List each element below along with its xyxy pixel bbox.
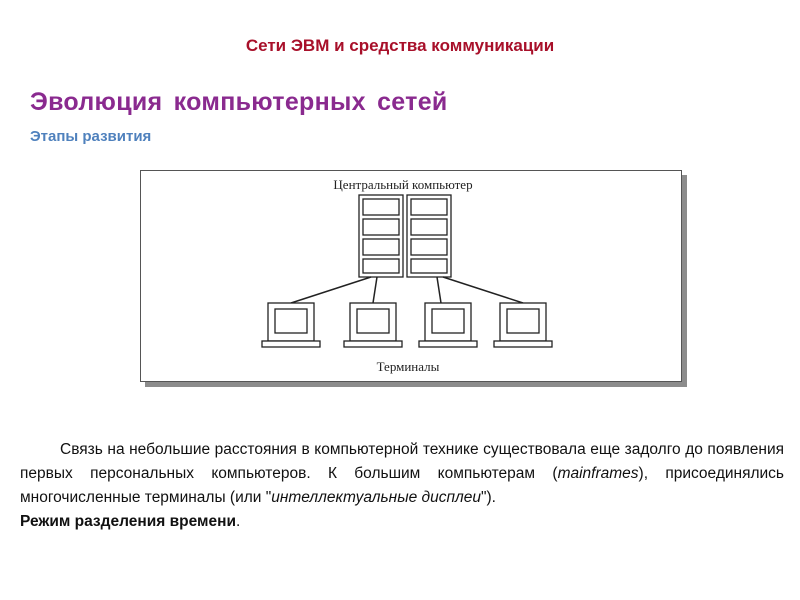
slide-subtitle: Этапы развития <box>30 128 152 145</box>
mainframes-term: mainframes <box>557 465 639 482</box>
text-span: "). <box>480 489 496 506</box>
terminal-icon <box>262 303 320 347</box>
text-span: Связь на небольшие расстояния в компьютерной технике существовала еще задолго до появления первых персональных компьютеров. К большим компьютерам ( <box>20 441 784 482</box>
central-computer-label: Центральный компьютер <box>333 177 473 192</box>
terminals-label: Терминалы <box>376 359 440 374</box>
terminal-icon <box>419 303 477 347</box>
network-diagram <box>140 170 682 382</box>
time-sharing-text: Режим разделения времени <box>20 513 236 530</box>
text-span: ), присоединялись многочисленные терминалы (или " <box>20 465 784 506</box>
body-text <box>20 438 784 534</box>
time-sharing-line <box>20 510 784 534</box>
smart-displays-term: интеллектуальные дисплеи <box>271 489 481 506</box>
slide-header: Сети ЭВМ и средства коммуникации <box>245 36 555 55</box>
mainframe-icon <box>359 195 451 277</box>
slide-title: Эволюция компьютерных сетей <box>30 88 448 116</box>
terminal-icon <box>344 303 402 347</box>
period: . <box>236 513 241 530</box>
connection-lines <box>291 277 523 303</box>
paragraph <box>20 438 784 510</box>
terminal-icon <box>494 303 552 347</box>
